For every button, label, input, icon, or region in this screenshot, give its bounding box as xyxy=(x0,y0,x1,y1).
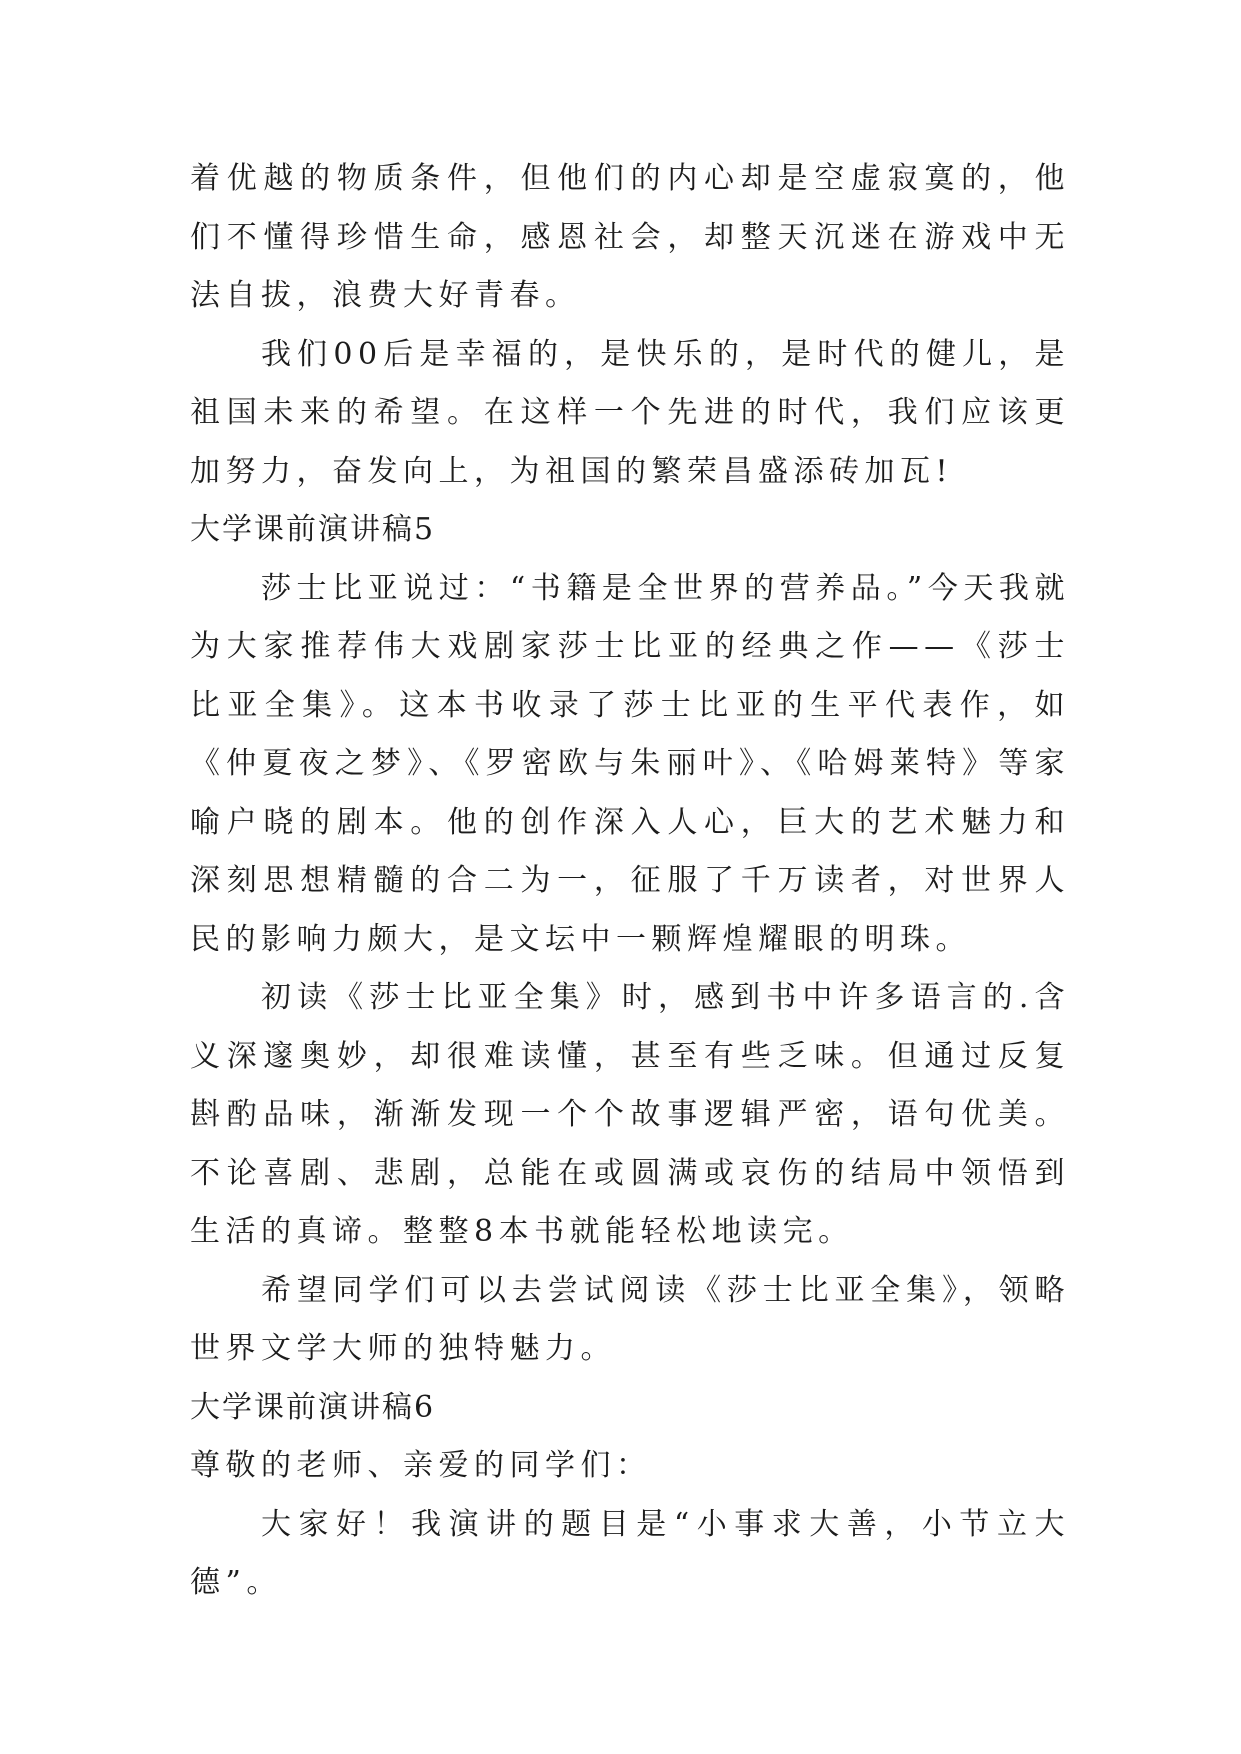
paragraph-continuation: 着优越的物质条件，但他们的内心却是空虚寂寞的，他们不懂得珍惜生命，感恩社会，却整天沉迷在游戏中无法自拔，浪费大好青春。 xyxy=(190,161,1070,313)
paragraph-recommendation: 希望同学们可以去尝试阅读《莎士比亚全集》，领略世界文学大师的独特魅力。 xyxy=(190,1272,1070,1366)
paragraph-shakespeare-intro: 莎士比亚说过：“书籍是全世界的营养品。”今天我就为大家推荐伟大戏剧家莎士比亚的经典之作——《莎士比亚全集》。这本书收录了莎士比亚的生平代表作，如《仲夏夜之梦》、《罗密欧与朱丽叶》、《哈姆莱特》等家喻户晓的剧本。他的创作深入人心，巨大的艺术魅力和深刻思想精髓的合二为一，征服了千万读者，对世界人民的影响力颇大，是文坛中一颗辉煌耀眼的明珠。 xyxy=(190,570,1070,957)
paragraph-speech-topic: 大家好！我演讲的题目是“小事求大善，小节立大德”。 xyxy=(190,1506,1070,1600)
section-heading-speech-5: 大学课前演讲稿5 xyxy=(190,512,436,547)
paragraph-first-reading: 初读《莎士比亚全集》时，感到书中许多语言的.含义深邃奥妙，却很难读懂，甚至有些乏味。但通过反复斟酌品味，渐渐发现一个个故事逻辑严密，语句优美。不论喜剧、悲剧，总能在或圆满或哀伤的结局中领悟到生活的真谛。整整8本书就能轻松地读完。 xyxy=(190,980,1070,1249)
document-page xyxy=(190,150,1070,1613)
section-heading-speech-6: 大学课前演讲稿6 xyxy=(190,1389,436,1425)
salutation: 尊敬的老师、亲爱的同学们： xyxy=(190,1448,652,1483)
paragraph-00-generation: 我们00后是幸福的，是快乐的，是时代的健儿，是祖国未来的希望。在这样一个先进的时代，我们应该更加努力，奋发向上，为祖国的繁荣昌盛添砖加瓦! xyxy=(190,336,1070,489)
